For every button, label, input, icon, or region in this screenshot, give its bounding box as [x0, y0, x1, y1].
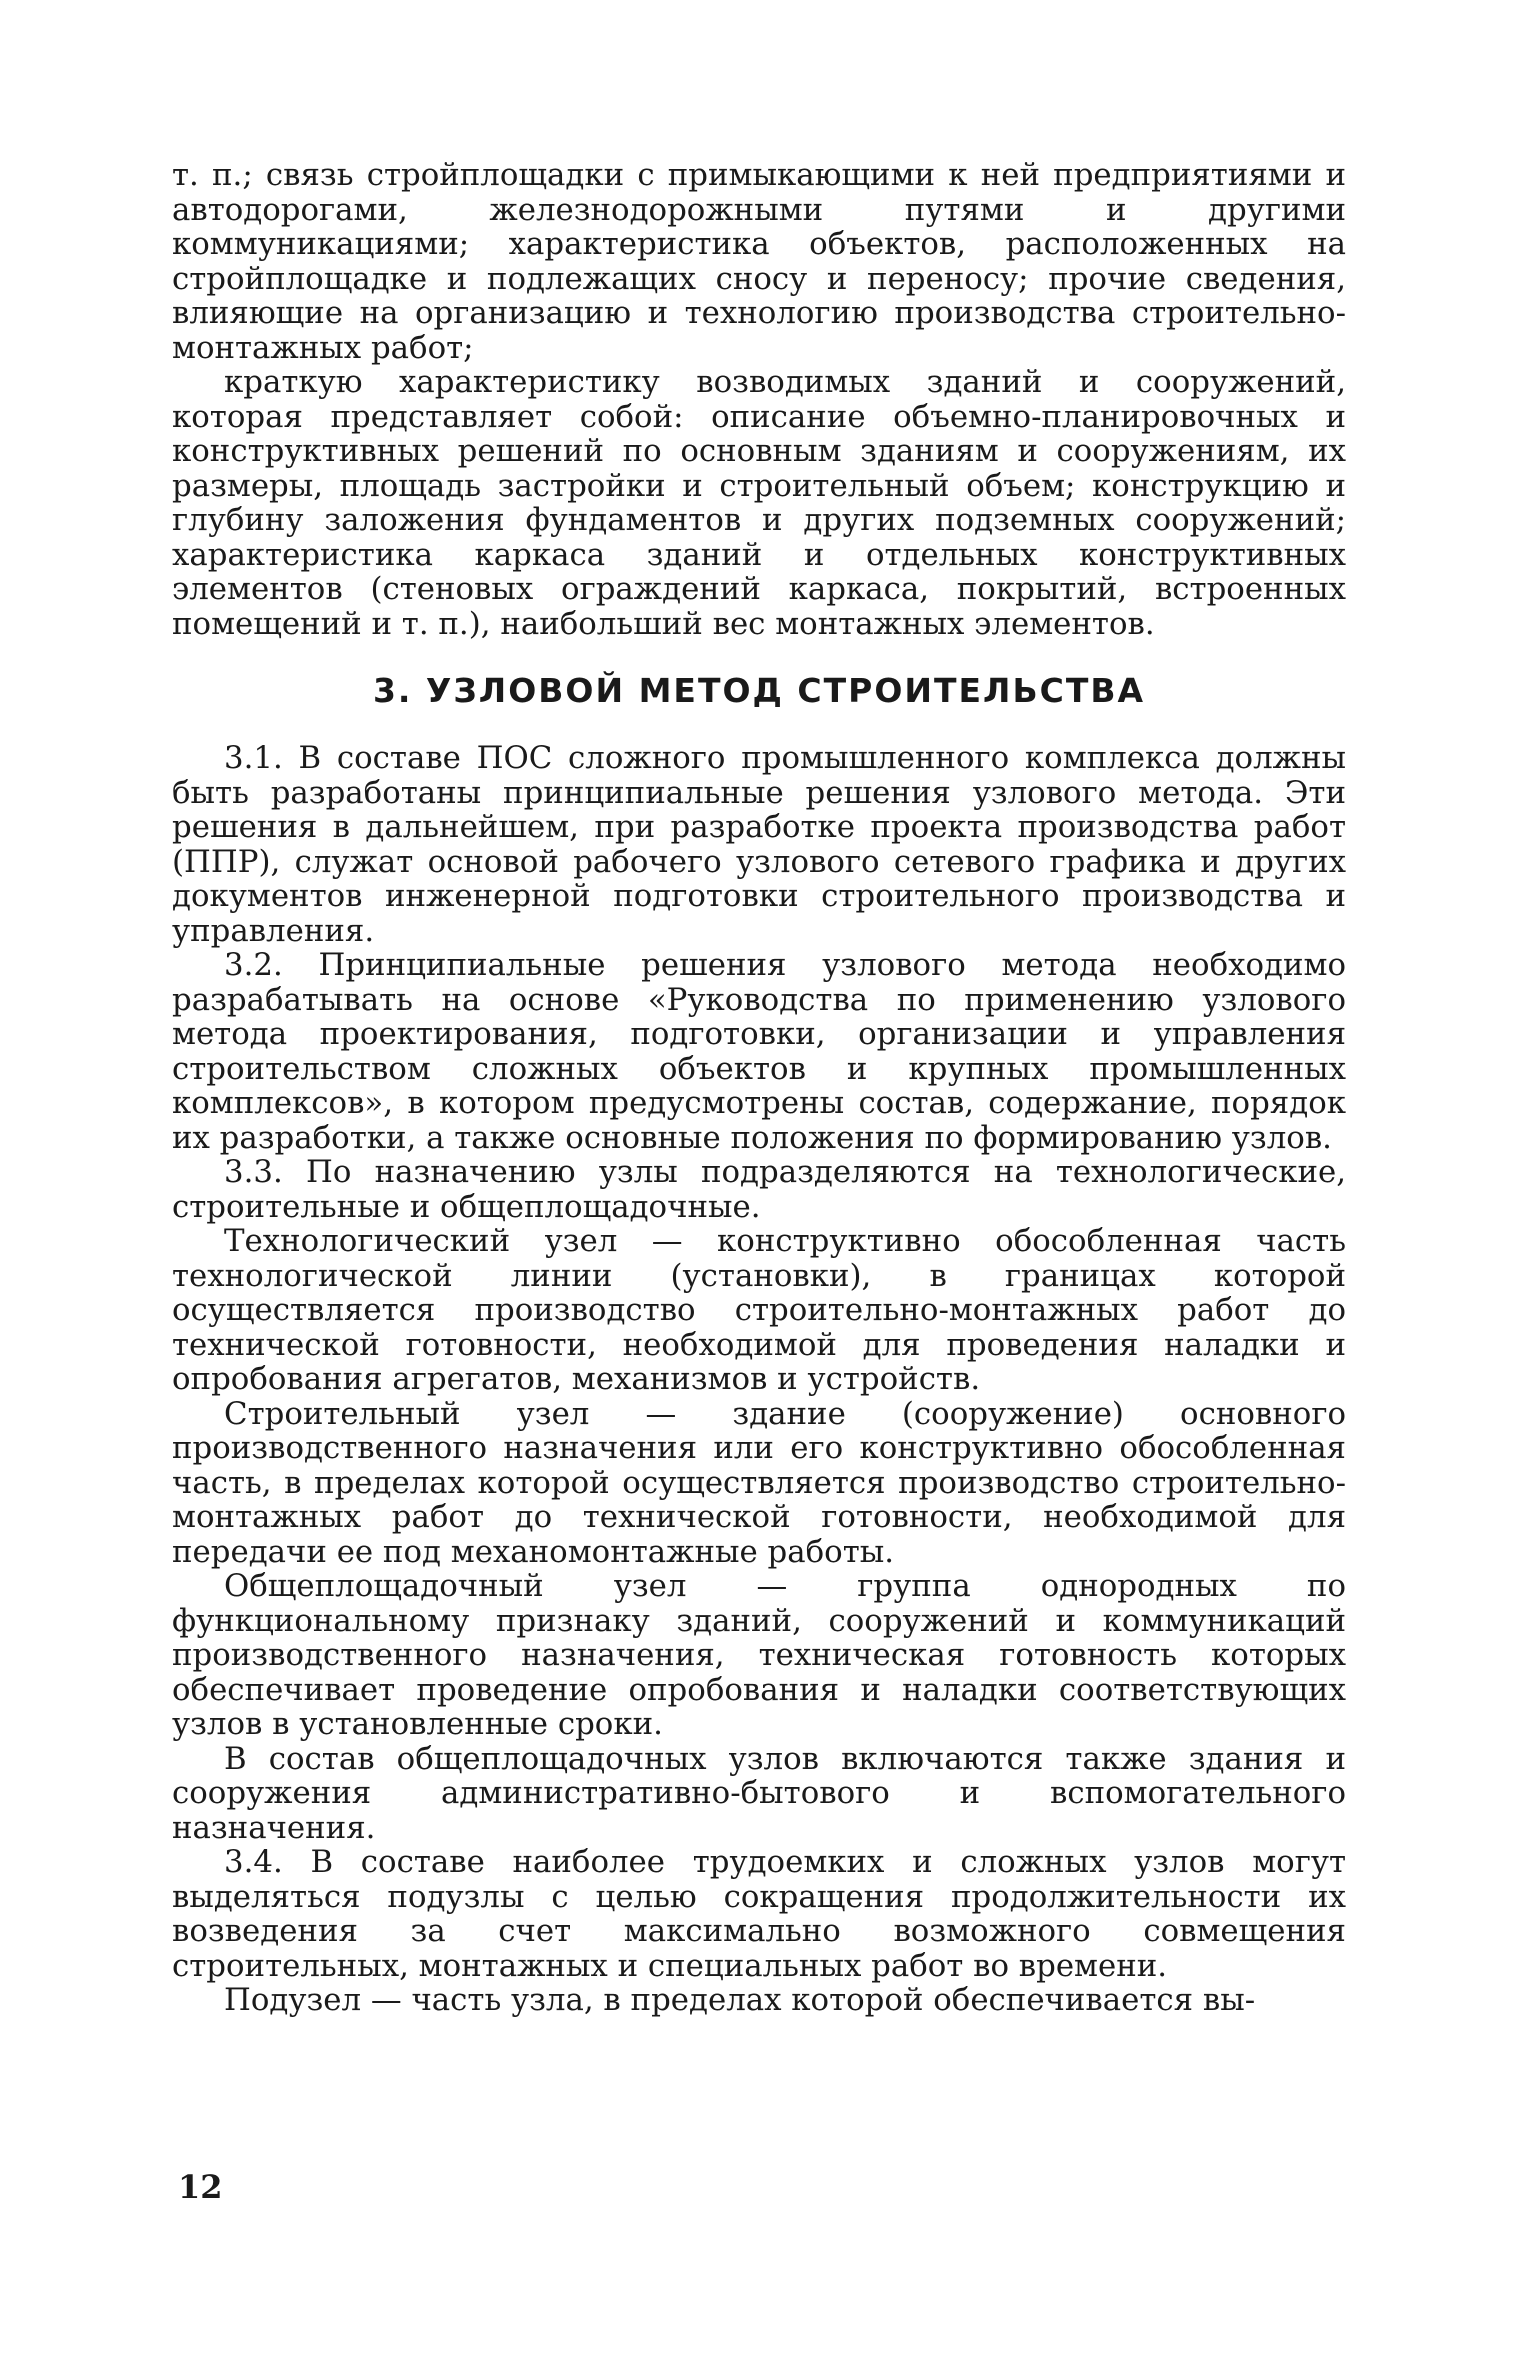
- paragraph-site-connections: т. п.; связь стройплощадки с примыкающими к ней предприятиями и автодорогами, железнодорожными путями и другими коммуникациями; характеристика объектов, расположенных на стройплощадке и подлежащих сносу и переносу; прочие сведения, влияющие на организацию и технологию производства строительно-монтажных работ;: [172, 157, 1346, 366]
- section-heading: 3. УЗЛОВОЙ МЕТОД СТРОИТЕЛЬСТВА: [372, 671, 1146, 710]
- page-number: 12: [178, 2168, 223, 2206]
- paragraph-subnode: Подузел — часть узла, в пределах которой обеспечивается вы-: [224, 1982, 1256, 2018]
- paragraph-3-4: 3.4. В составе наиболее трудоемких и сложных узлов могут выделяться подузлы с целью сокращения продолжительности их возведения за счет максимально возможного совмещения строительных, монтажных и специальных работ во времени.: [172, 1844, 1346, 1984]
- paragraph-3-1: 3.1. В составе ПОС сложного промышленного комплекса должны быть разработаны принципиальные решения узлового метода. Эти решения в дальнейшем, при разработке проекта производства работ (ППР), служат основой рабочего узлового сетевого графика и других документов инженерной подготовки строительного производства и управления.: [172, 740, 1346, 949]
- paragraph-construction-node: Строительный узел — здание (сооружение) основного производственного назначения или его конструктивно обособленная часть, в пределах которой осуществляется производство строительно-монтажных работ до технической готовности, необходимой для передачи ее под механомонтажные работы.: [172, 1395, 1346, 1570]
- paragraph-general-site-includes: В состав общеплощадочных узлов включаются также здания и сооружения административно-бытового и вспомогательного назначения.: [172, 1740, 1346, 1846]
- paragraph-building-characteristics: краткую характеристику возводимых зданий и сооружений, которая представляет собой: описание объемно-планировочных и конструктивных решений по основным зданиям и сооружениям, их размеры, площадь застройки и строительный объем; конструкцию и глубину заложения фундаментов и других подземных сооружений; характеристика каркаса зданий и отдельных конструктивных элементов (стеновых ограждений каркаса, покрытий, встроенных помещений и т. п.), наибольший вес монтажных элементов.: [172, 364, 1346, 642]
- paragraph-3-2: 3.2. Принципиальные решения узлового метода необходимо разрабатывать на основе «Руководства по применению узлового метода проектирования, подготовки, организации и управления строительством сложных объектов и крупных промышленных комплексов», в котором предусмотрены состав, содержание, порядок их разработки, а также основные положения по формированию узлов.: [172, 947, 1346, 1156]
- page-body: [172, 158, 1346, 2278]
- paragraph-general-site-node: Общеплощадочный узел — группа однородных по функциональному признаку зданий, сооружений и коммуникаций производственного назначения, техническая готовность которых обеспечивает проведение опробования и наладки соответствующих узлов в установленные сроки.: [172, 1568, 1346, 1742]
- paragraph-3-3: 3.3. По назначению узлы подразделяются на технологические, строительные и общеплощадочные.: [172, 1154, 1346, 1225]
- paragraph-technological-node: Технологический узел — конструктивно обособленная часть технологической линии (установки), в границах которой осуществляется производство строительно-монтажных работ до технической готовности, необходимой для проведения наладки и опробования агрегатов, механизмов и устройств.: [172, 1223, 1346, 1397]
